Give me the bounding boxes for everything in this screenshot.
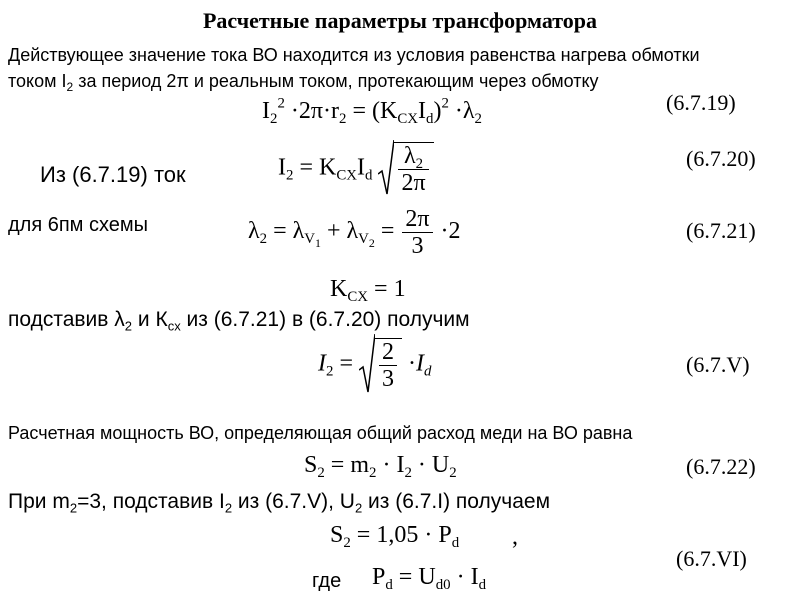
label-from-19: Из (6.7.19) ток xyxy=(40,162,186,187)
eq-number-6-7-19: (6.7.19) xyxy=(666,90,736,115)
label-power: Расчетная мощность ВО, определяющая общий расход меди на ВО равна xyxy=(8,423,633,443)
intro-line-2: током $I_2$ за период 2π и реальным током, протекающим через обмотку xyxy=(8,71,599,94)
formula-pd: $P_d = U_{d0} \cdot I_d$ xyxy=(372,564,486,594)
sqrt-sign: $\frac{2}{3}$ xyxy=(359,334,402,396)
formula-6-7-22: $S_2 = m_2 \cdot I_2 \cdot U_2$ xyxy=(304,452,457,482)
page-title: Расчетные параметры трансформатора xyxy=(202,8,598,33)
label-substitute: подставив $\lambda_2$ и $К_{сх}$ из (6.7.21) в (6.7.20) получим xyxy=(8,308,470,334)
label-when-m2: При $m_2=3$, подставив $I_2$ из (6.7.V), $U_2$ из (6.7.I) получаем xyxy=(8,490,551,516)
eq-number-6-7-V: (6.7.V) xyxy=(686,352,750,377)
formula-6-7-V: $I_2$ = $\frac{2}{3}$ $\cdot I_d$ xyxy=(318,334,431,396)
eq-number-6-7-20: (6.7.20) xyxy=(686,146,756,171)
label-where: где xyxy=(312,570,342,592)
sqrt-sign: $\frac{\lambda_2}{2\pi}$ xyxy=(378,140,433,198)
formula-6-7-19: $I_2^2 \cdot 2\pi\cdot r_2 = (K_{CX}I_d)^2 \cdot\lambda_2$ xyxy=(262,95,482,128)
eq-number-6-7-VI: (6.7.VI) xyxy=(676,546,747,571)
formula-6-7-21: $\lambda_2 = \lambda_{V_1} + \lambda_{V_2}$ = $\frac{2\pi}{3}$ ·2 xyxy=(248,206,461,259)
formula-kcx: $K_{CX} = 1$ xyxy=(330,276,406,306)
intro-line-1: Действующее значение тока ВО находится из условия равенства нагрева обмотки xyxy=(8,45,700,65)
formula-6-7-20: $I_2 = K_{CX}I_d$ $\frac{\lambda_2}{2\pi}$ xyxy=(278,140,434,198)
eq-number-6-7-22: (6.7.22) xyxy=(686,454,756,479)
comma: , xyxy=(512,524,518,550)
eq-number-6-7-21: (6.7.21) xyxy=(686,218,756,243)
formula-6-7-VI: $S_2 = 1,05 \cdot P_d$ xyxy=(330,522,460,552)
label-for-6pm: для 6пм схемы xyxy=(8,214,149,236)
